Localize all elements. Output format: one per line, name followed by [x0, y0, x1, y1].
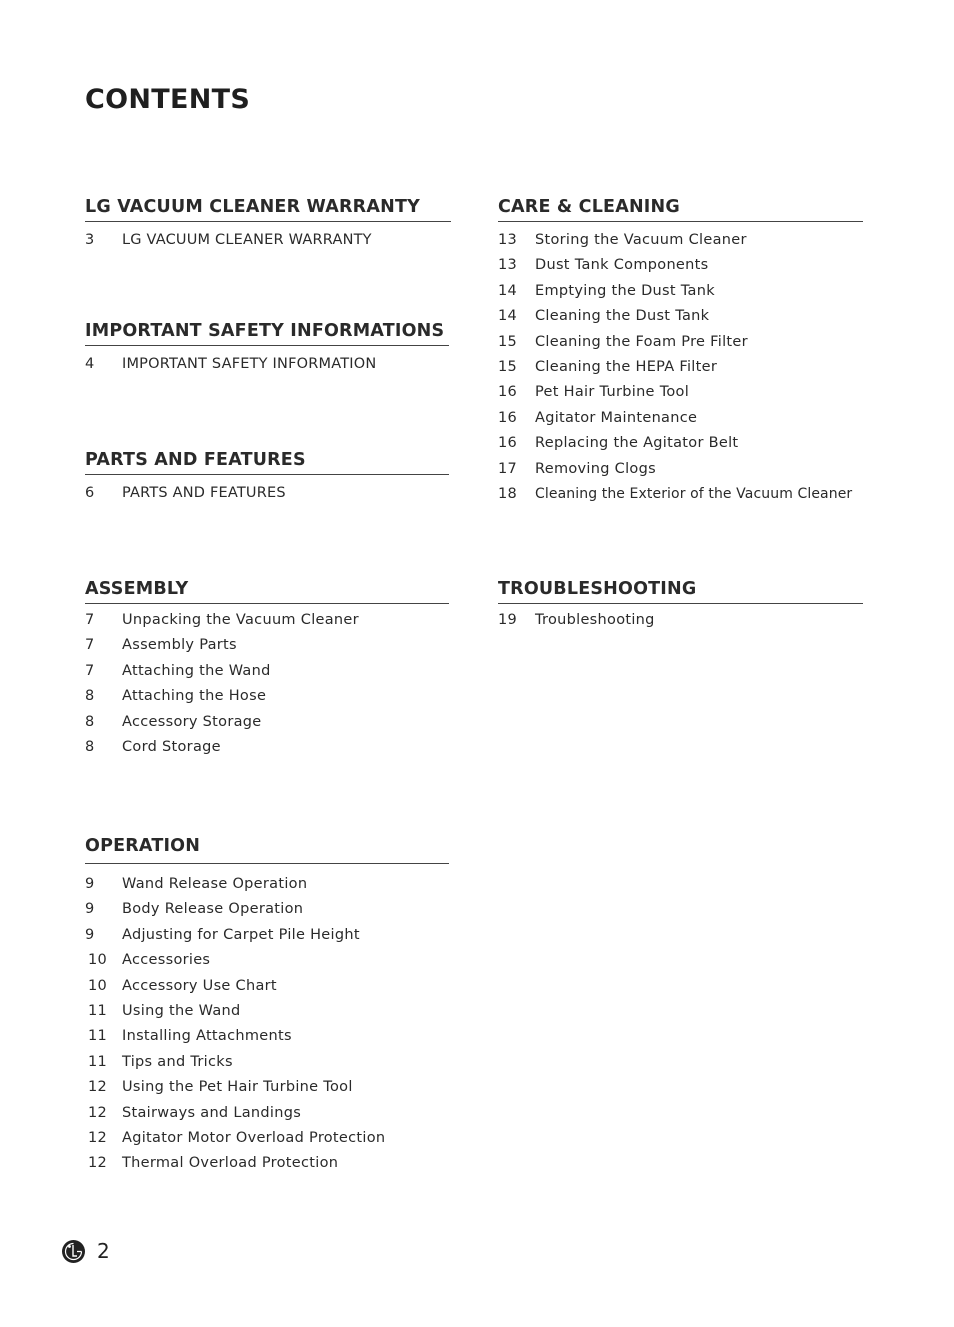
section-safety [85, 321, 449, 377]
entry-label: LG VACUUM CLEANER WARRANTY [122, 232, 372, 248]
toc-entry[interactable] [85, 923, 449, 948]
entry-label: Using the Pet Hair Turbine Tool [122, 1079, 353, 1096]
section-assembly [85, 579, 449, 760]
entry-label: PARTS AND FEATURES [122, 485, 286, 501]
entry-page-number: 12 [87, 1104, 107, 1121]
entry-label: Stairways and Landings [122, 1104, 302, 1121]
entry-list [85, 352, 449, 377]
toc-entry[interactable] [498, 482, 863, 507]
toc-entry[interactable] [85, 1151, 449, 1176]
toc-entry[interactable] [85, 1101, 449, 1126]
entry-label: Thermal Overload Protection [122, 1155, 339, 1172]
entry-label: Using the Wand [122, 1002, 241, 1019]
toc-entry[interactable] [498, 228, 863, 253]
toc-entry[interactable] [498, 380, 863, 405]
entry-page-number: 11 [87, 1002, 107, 1019]
entry-label: Assembly Parts [122, 637, 237, 654]
toc-entry[interactable] [85, 659, 449, 684]
entry-page-number: 9 [85, 901, 95, 918]
toc-entry[interactable] [498, 253, 863, 278]
entry-list [85, 608, 449, 760]
entry-label: Attaching the Wand [122, 662, 271, 679]
toc-entry[interactable] [498, 431, 863, 456]
entry-label: Adjusting for Carpet Pile Height [122, 926, 360, 943]
toc-entry[interactable] [85, 684, 449, 709]
toc-entry[interactable] [498, 330, 863, 355]
entry-page-number: 16 [498, 435, 518, 452]
entry-page-number: 7 [85, 662, 95, 679]
section-heading: ASSEMBLY [85, 579, 449, 604]
section-heading: IMPORTANT SAFETY INFORMATIONS [85, 321, 449, 346]
section-operation [85, 836, 449, 1177]
entry-label: Cleaning the HEPA Filter [535, 358, 718, 375]
lg-logo-icon [62, 1240, 85, 1263]
toc-entry[interactable] [85, 948, 449, 973]
entry-label: Accessory Storage [122, 713, 262, 730]
section-heading: CARE & CLEANING [498, 197, 863, 222]
entry-label: Attaching the Hose [122, 688, 267, 705]
entry-page-number: 14 [498, 282, 518, 299]
section-warranty [85, 197, 451, 253]
entry-page-number: 19 [498, 612, 518, 628]
toc-entry[interactable] [498, 406, 863, 431]
entry-label: IMPORTANT SAFETY INFORMATION [122, 356, 377, 372]
entry-page-number: 4 [85, 356, 95, 372]
entry-page-number: 12 [87, 1079, 107, 1096]
entry-label: Emptying the Dust Tank [535, 282, 715, 299]
entry-list [85, 481, 449, 506]
entry-page-number: 7 [85, 612, 95, 628]
toc-entry[interactable] [85, 633, 449, 658]
entry-page-number: 11 [87, 1028, 107, 1045]
toc-entry[interactable] [498, 457, 863, 482]
toc-entry[interactable] [85, 897, 449, 922]
entry-page-number: 7 [85, 637, 95, 654]
entry-page-number: 18 [498, 485, 518, 502]
section-care-cleaning [498, 197, 863, 507]
section-heading: OPERATION [85, 836, 449, 864]
toc-entry[interactable] [85, 1050, 449, 1075]
toc-entry[interactable] [85, 735, 449, 760]
entry-label: Body Release Operation [122, 901, 304, 918]
entry-label: Replacing the Agitator Belt [535, 435, 739, 452]
entry-page-number: 6 [85, 485, 95, 501]
entry-label: Accessory Use Chart [122, 977, 277, 994]
toc-entry[interactable] [85, 999, 449, 1024]
toc-entry[interactable] [85, 974, 449, 999]
toc-entry[interactable] [85, 1126, 449, 1151]
entry-list [498, 228, 863, 507]
entry-page-number: 8 [85, 688, 95, 705]
entry-label: Pet Hair Turbine Tool [535, 384, 690, 401]
toc-entry[interactable] [498, 608, 863, 633]
entry-page-number: 12 [87, 1129, 107, 1146]
entry-label: Wand Release Operation [122, 876, 308, 892]
entry-label: Tips and Tricks [122, 1053, 233, 1070]
toc-entry[interactable] [85, 608, 449, 633]
section-troubleshooting [498, 579, 863, 633]
entry-label: Removing Clogs [535, 460, 656, 477]
toc-entry[interactable] [85, 1075, 449, 1100]
section-heading: LG VACUUM CLEANER WARRANTY [85, 197, 451, 222]
section-heading: TROUBLESHOOTING [498, 579, 863, 604]
page-number: 2 [97, 1239, 110, 1263]
entry-list [85, 872, 449, 1177]
entry-page-number: 12 [87, 1155, 107, 1172]
entry-label: Cleaning the Dust Tank [535, 308, 710, 325]
entry-page-number: 15 [498, 333, 518, 350]
entry-label: Installing Attachments [122, 1028, 292, 1045]
entry-page-number: 15 [498, 358, 518, 375]
entry-page-number: 17 [498, 460, 518, 477]
page-title: CONTENTS [85, 84, 251, 115]
entry-label: Unpacking the Vacuum Cleaner [122, 612, 359, 628]
toc-entry[interactable] [85, 228, 451, 253]
entry-label: Cord Storage [122, 738, 221, 755]
page-footer [62, 1239, 110, 1263]
entry-page-number: 9 [85, 876, 95, 892]
section-parts [85, 450, 449, 506]
entry-label: Accessories [122, 952, 211, 969]
entry-page-number: 16 [498, 384, 518, 401]
entry-page-number: 14 [498, 308, 518, 325]
toc-entry[interactable] [498, 279, 863, 304]
entry-page-number: 13 [498, 257, 518, 274]
entry-page-number: 16 [498, 409, 518, 426]
entry-page-number: 8 [85, 713, 95, 730]
entry-page-number: 3 [85, 232, 95, 248]
entry-page-number: 11 [87, 1053, 107, 1070]
section-heading: PARTS AND FEATURES [85, 450, 449, 475]
entry-page-number: 10 [87, 952, 107, 969]
entry-label: Troubleshooting [535, 612, 655, 628]
toc-entry[interactable] [498, 355, 863, 380]
entry-label: Cleaning the Exterior of the Vacuum Cleaner [535, 485, 853, 502]
entry-label: Agitator Maintenance [535, 409, 698, 426]
toc-entry[interactable] [498, 304, 863, 329]
entry-page-number: 10 [87, 977, 107, 994]
toc-entry[interactable] [85, 481, 449, 506]
entry-label: Storing the Vacuum Cleaner [535, 232, 747, 248]
entry-label: Agitator Motor Overload Protection [122, 1129, 386, 1146]
entry-list [85, 228, 451, 253]
toc-entry[interactable] [85, 352, 449, 377]
toc-entry[interactable] [85, 872, 449, 897]
toc-entry[interactable] [85, 1024, 449, 1049]
entry-page-number: 9 [85, 926, 95, 943]
entry-label: Cleaning the Foam Pre Filter [535, 333, 748, 350]
entry-list [498, 608, 863, 633]
entry-page-number: 13 [498, 232, 518, 248]
entry-label: Dust Tank Components [535, 257, 709, 274]
entry-page-number: 8 [85, 738, 95, 755]
toc-entry[interactable] [85, 710, 449, 735]
